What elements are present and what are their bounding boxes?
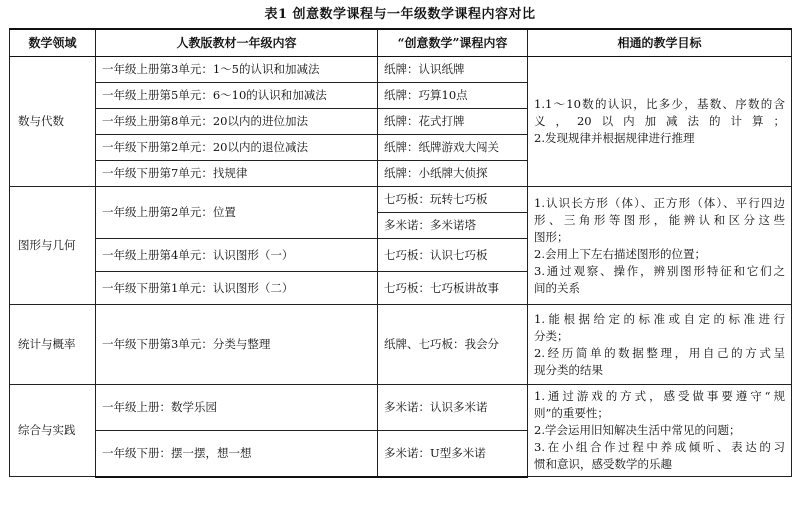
goal-line: 惯和意识，感受数学的乐趣: [534, 457, 672, 471]
goal-line: 则”的重要性；: [534, 406, 609, 420]
domain-cell: 图形与几何: [10, 187, 96, 305]
goal-line: 图形；: [534, 229, 569, 244]
header-row: [10, 29, 792, 57]
course-cell: 多米诺：U型多米诺: [378, 431, 528, 477]
course-cell: 多米诺：认识多米诺: [378, 385, 528, 431]
goal-line: 现分类的结果: [534, 362, 603, 377]
textbook-cell: 一年级上册第8单元：20以内的进位加法: [96, 109, 378, 135]
textbook-cell: 一年级上册第5单元：6～10的认识和加减法: [96, 83, 378, 109]
goal-line: 2.经历简单的数据整理，用自己的方式呈: [534, 345, 785, 360]
domain-cell: 数与代数: [10, 57, 96, 187]
textbook-cell: 一年级上册第2单元：位置: [96, 187, 378, 239]
course-cell: 纸牌：认识纸牌: [378, 57, 528, 83]
table-row: [10, 385, 792, 431]
comparison-table: [9, 28, 792, 478]
textbook-cell: 一年级上册第4单元：认识图形（一）: [96, 239, 378, 272]
course-cell: 纸牌：小纸牌大侦探: [378, 161, 528, 187]
course-cell: 七巧板：玩转七巧板: [378, 187, 528, 213]
textbook-cell: 一年级下册第1单元：认识图形（二）: [96, 272, 378, 305]
course-cell: 七巧板：七巧板讲故事: [378, 272, 528, 305]
course-cell: 纸牌：巧算10点: [378, 83, 528, 109]
goal-line: 2.会用上下左右描述图形的位置；: [534, 246, 706, 261]
table-caption: 表1 创意数学课程与一年级数学课程内容对比: [264, 7, 536, 22]
textbook-cell: 一年级上册第3单元：1～5的认识和加减法: [96, 57, 378, 83]
goal-line: 分类；: [534, 328, 569, 343]
goal-line: 形、三角形等图形，能辨认和区分这些: [534, 212, 785, 227]
header-goals: 相通的教学目标: [528, 29, 792, 57]
header-course: “创意数学”课程内容: [378, 29, 528, 57]
goal-line: 1.通过游戏的方式，感受做事要遵守“规: [534, 389, 785, 403]
textbook-cell: 一年级下册第2单元：20以内的退位减法: [96, 135, 378, 161]
goal-cell: [528, 57, 792, 187]
goal-line: 2.发现规律并根据规律进行推理: [534, 131, 695, 145]
course-cell: 纸牌：纸牌游戏大闯关: [378, 135, 528, 161]
header-textbook: 人教版教材一年级内容: [96, 29, 378, 57]
course-cell: 纸牌：花式打牌: [378, 109, 528, 135]
domain-cell: 综合与实践: [10, 385, 96, 477]
header-domain: 数学领域: [10, 29, 96, 57]
goal-line: 2.学会运用旧知解决生活中常见的问题；: [534, 423, 741, 437]
goal-line: 3.通过观察、操作，辨别图形特征和它们之: [534, 263, 785, 278]
table-row: [10, 187, 792, 213]
textbook-cell: 一年级上册：数学乐园: [96, 385, 378, 431]
textbook-cell: 一年级下册第7单元：找规律: [96, 161, 378, 187]
table-row: [10, 57, 792, 83]
goal-line: 1.认识长方形（体）、正方形（体）、平行四边: [534, 195, 785, 210]
textbook-cell: 一年级下册：摆一摆，想一想: [96, 431, 378, 477]
goal-line: 义，20以内加减法的计算；: [534, 114, 785, 128]
course-cell: 多米诺：多米诺塔: [378, 213, 528, 239]
table-row: [10, 305, 792, 385]
goal-line: 3.在小组合作过程中养成倾听、表达的习: [534, 440, 785, 454]
goal-cell: [528, 187, 792, 305]
goal-cell: [528, 385, 792, 477]
course-cell: 七巧板：认识七巧板: [378, 239, 528, 272]
textbook-cell: 一年级下册第3单元：分类与整理: [96, 305, 378, 385]
goal-line: 1.能根据给定的标准或自定的标准进行: [534, 311, 785, 326]
domain-cell: 统计与概率: [10, 305, 96, 385]
goal-line: 1.1～10数的认识，比多少，基数、序数的含: [534, 97, 785, 111]
course-cell: 纸牌、七巧板：我会分: [378, 305, 528, 385]
goal-line: 间的关系: [534, 280, 580, 295]
goal-cell: [528, 305, 792, 385]
